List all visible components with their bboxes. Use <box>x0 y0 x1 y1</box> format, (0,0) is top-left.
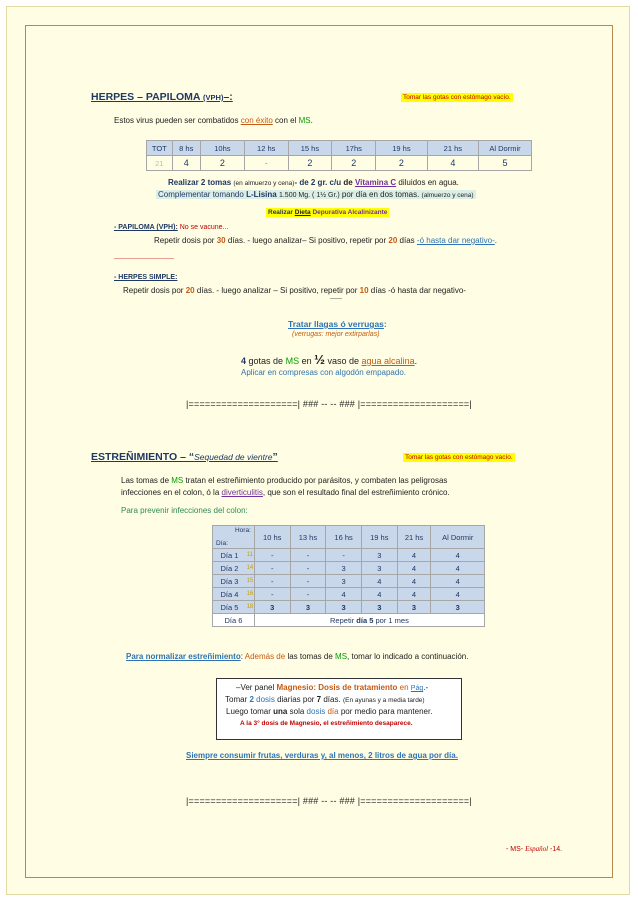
table-cell: 3 <box>397 601 431 614</box>
table-cell: - <box>254 588 290 601</box>
papiloma-label: - PAPILOMA (VPH): No se vacune... <box>114 224 229 231</box>
table-header-cell: 19 hs <box>376 141 427 156</box>
table-cell: - <box>290 588 326 601</box>
table-header-cell: 21 hs <box>397 526 431 549</box>
table-header-cell: 17hs <box>332 141 376 156</box>
vitamin-c-line: Realizar 2 tomas (en almuerzo y cena)- de 2 gr. c/u de Vitamina C diluidos en agua. <box>168 178 459 187</box>
table-cell: 4 <box>397 575 431 588</box>
prevent-line: Para prevenir infecciones del colon: <box>121 506 248 515</box>
day-cell: Día 6 <box>213 614 255 627</box>
table-cell: 4 <box>361 588 397 601</box>
table-header-cell: Al Dormir <box>479 141 532 156</box>
table-cell: 4 <box>431 562 485 575</box>
table-row <box>213 588 485 601</box>
table-cell: - <box>290 549 326 562</box>
total-cell: 14 <box>246 562 254 575</box>
total-cell: 11 <box>246 549 254 562</box>
table-cell: 3 <box>361 562 397 575</box>
table-header-cell: Al Dormir <box>431 526 485 549</box>
total-cell: 18 <box>246 601 254 614</box>
table-row <box>213 601 485 614</box>
herpes-simple-label: - HERPES SIMPLE: <box>114 274 178 281</box>
constipation-badge: Tomar las gotas con estómago vacío. <box>405 454 513 461</box>
ulcer-title: Tratar llagas ó verrugas: <box>288 319 387 329</box>
table-cell: 2 <box>332 156 376 171</box>
lysine-line: Complementar tomando L-Lisina 1.500 Mg. ( 1½ Gr.) por día en dos tomas. (almuerzo y cena) <box>158 190 474 199</box>
day-cell: Día 4 <box>213 588 246 601</box>
table-header-cell: 19 hs <box>361 526 397 549</box>
herpes-dose-table <box>146 140 532 171</box>
table-cell: 3 <box>254 601 290 614</box>
table-row <box>213 575 485 588</box>
magnesium-line-4: A la 3° dosis de Magnesio, el estreñimiento desaparece. <box>240 720 413 727</box>
table-row <box>213 562 485 575</box>
page-footer: - MS- Español -14. <box>506 845 563 853</box>
table-cell: 21 <box>147 156 173 171</box>
table-cell: 5 <box>479 156 532 171</box>
table-cell: 4 <box>397 562 431 575</box>
table-cell: 3 <box>326 562 362 575</box>
table-cell: 2 <box>288 156 332 171</box>
magnesium-line-3: Luego tomar una sola dosis día por medio para mantener. <box>226 707 433 716</box>
table-cell: 3 <box>361 549 397 562</box>
table-row <box>213 549 485 562</box>
table-cell: - <box>290 575 326 588</box>
table-cell: 3 <box>326 601 362 614</box>
table-cell: 4 <box>172 156 200 171</box>
table-header-cell: 16 hs <box>326 526 362 549</box>
day-cell: Día 1 <box>213 549 246 562</box>
day6-note: Repetir día 5 por 1 mes <box>254 614 484 627</box>
herpes-intro: Estos virus pueden ser combatidos con éxito con el MS. <box>114 116 313 125</box>
section-separator: |====================| ### -- -- ### |====================| <box>186 399 472 409</box>
dashes: ------------------------------ <box>114 256 174 262</box>
table-cell: 3 <box>290 601 326 614</box>
table-cell: 4 <box>326 588 362 601</box>
table-cell: 4 <box>431 588 485 601</box>
table-header-cell: 10hs <box>200 141 244 156</box>
constipation-intro-2: infecciones en el colon, ó la diverticulitis, que son el resultado final del estreñimiento crónico. <box>121 488 450 497</box>
section-separator: |====================| ### -- -- ### |====================| <box>186 796 472 806</box>
herpes-badge: Tomar las gotas con estómago vacío. <box>403 94 511 101</box>
water-line: Siempre consumir frutas, verduras y, al menos, 2 litros de agua por día. <box>186 751 458 760</box>
table-cell: 3 <box>361 601 397 614</box>
table-row <box>213 614 485 627</box>
table-cell: 2 <box>376 156 427 171</box>
table-corner: Hora: Día: <box>213 526 255 549</box>
constipation-intro-1: Las tomas de MS tratan el estreñimiento producido por parásitos, y combaten las peligrosas <box>121 476 448 485</box>
day-cell: Día 3 <box>213 575 246 588</box>
herpes-title: HERPES – PAPILOMA (VPH)–: <box>91 91 233 103</box>
table-cell: - <box>244 156 288 171</box>
table-cell: - <box>290 562 326 575</box>
drops-line: 4 gotas de MS en ½ vaso de agua alcalina. <box>241 352 418 367</box>
table-header-cell: 13 hs <box>290 526 326 549</box>
diet-badge: Realizar Dieta Depurativa Alcalinizante <box>268 209 388 216</box>
day-cell: Día 5 <box>213 601 246 614</box>
table-header-cell: 15 hs <box>288 141 332 156</box>
magnesium-line-2: Tomar 2 dosis diarias por 7 días. (En ayunas y a media tarde) <box>225 695 425 704</box>
table-cell: - <box>254 575 290 588</box>
table-cell: 4 <box>397 549 431 562</box>
table-cell: - <box>326 549 362 562</box>
total-cell: 16 <box>246 588 254 601</box>
magnesium-line-1: –Ver panel Magnesio: Dosis de tratamiento en Pág.- <box>236 683 429 692</box>
table-header-cell: TOT <box>147 141 173 156</box>
table-header-cell: 21 hs <box>427 141 478 156</box>
ulcer-subtitle: (verrugas: mejor extirparlas) <box>292 331 380 338</box>
table-cell: 3 <box>326 575 362 588</box>
table-header-cell: 12 hs <box>244 141 288 156</box>
table-cell: 4 <box>397 588 431 601</box>
table-cell: 4 <box>361 575 397 588</box>
table-cell: 3 <box>431 601 485 614</box>
table-cell: - <box>254 562 290 575</box>
table-cell: 4 <box>431 549 485 562</box>
table-cell: 4 <box>427 156 478 171</box>
table-header-cell: 8 hs <box>172 141 200 156</box>
total-cell: 15 <box>246 575 254 588</box>
table-cell: - <box>254 549 290 562</box>
day-cell: Día 2 <box>213 562 246 575</box>
papiloma-text: Repetir dosis por 30 días. - luego analizar– Si positivo, repetir por 20 días -ó hasta dar negativo-. <box>154 236 497 245</box>
normalize-line: Para normalizar estreñimiento: Además de las tomas de MS, tomar lo indicado a continuación. <box>126 652 469 661</box>
dashes-short: ------ <box>330 296 342 302</box>
table-header-cell: 10 hs <box>254 526 290 549</box>
compress-line: Aplicar en compresas con algodón empapado. <box>241 368 406 377</box>
constipation-dose-table <box>212 525 485 627</box>
constipation-title: ESTREÑIMIENTO – “Sequedad de vientre” <box>91 451 278 463</box>
table-cell: 2 <box>200 156 244 171</box>
table-cell: 4 <box>431 575 485 588</box>
herpes-simple-text: Repetir dosis por 20 días. - luego analizar – Si positivo, repetir por 10 días -ó hasta dar negativo- <box>123 286 466 295</box>
